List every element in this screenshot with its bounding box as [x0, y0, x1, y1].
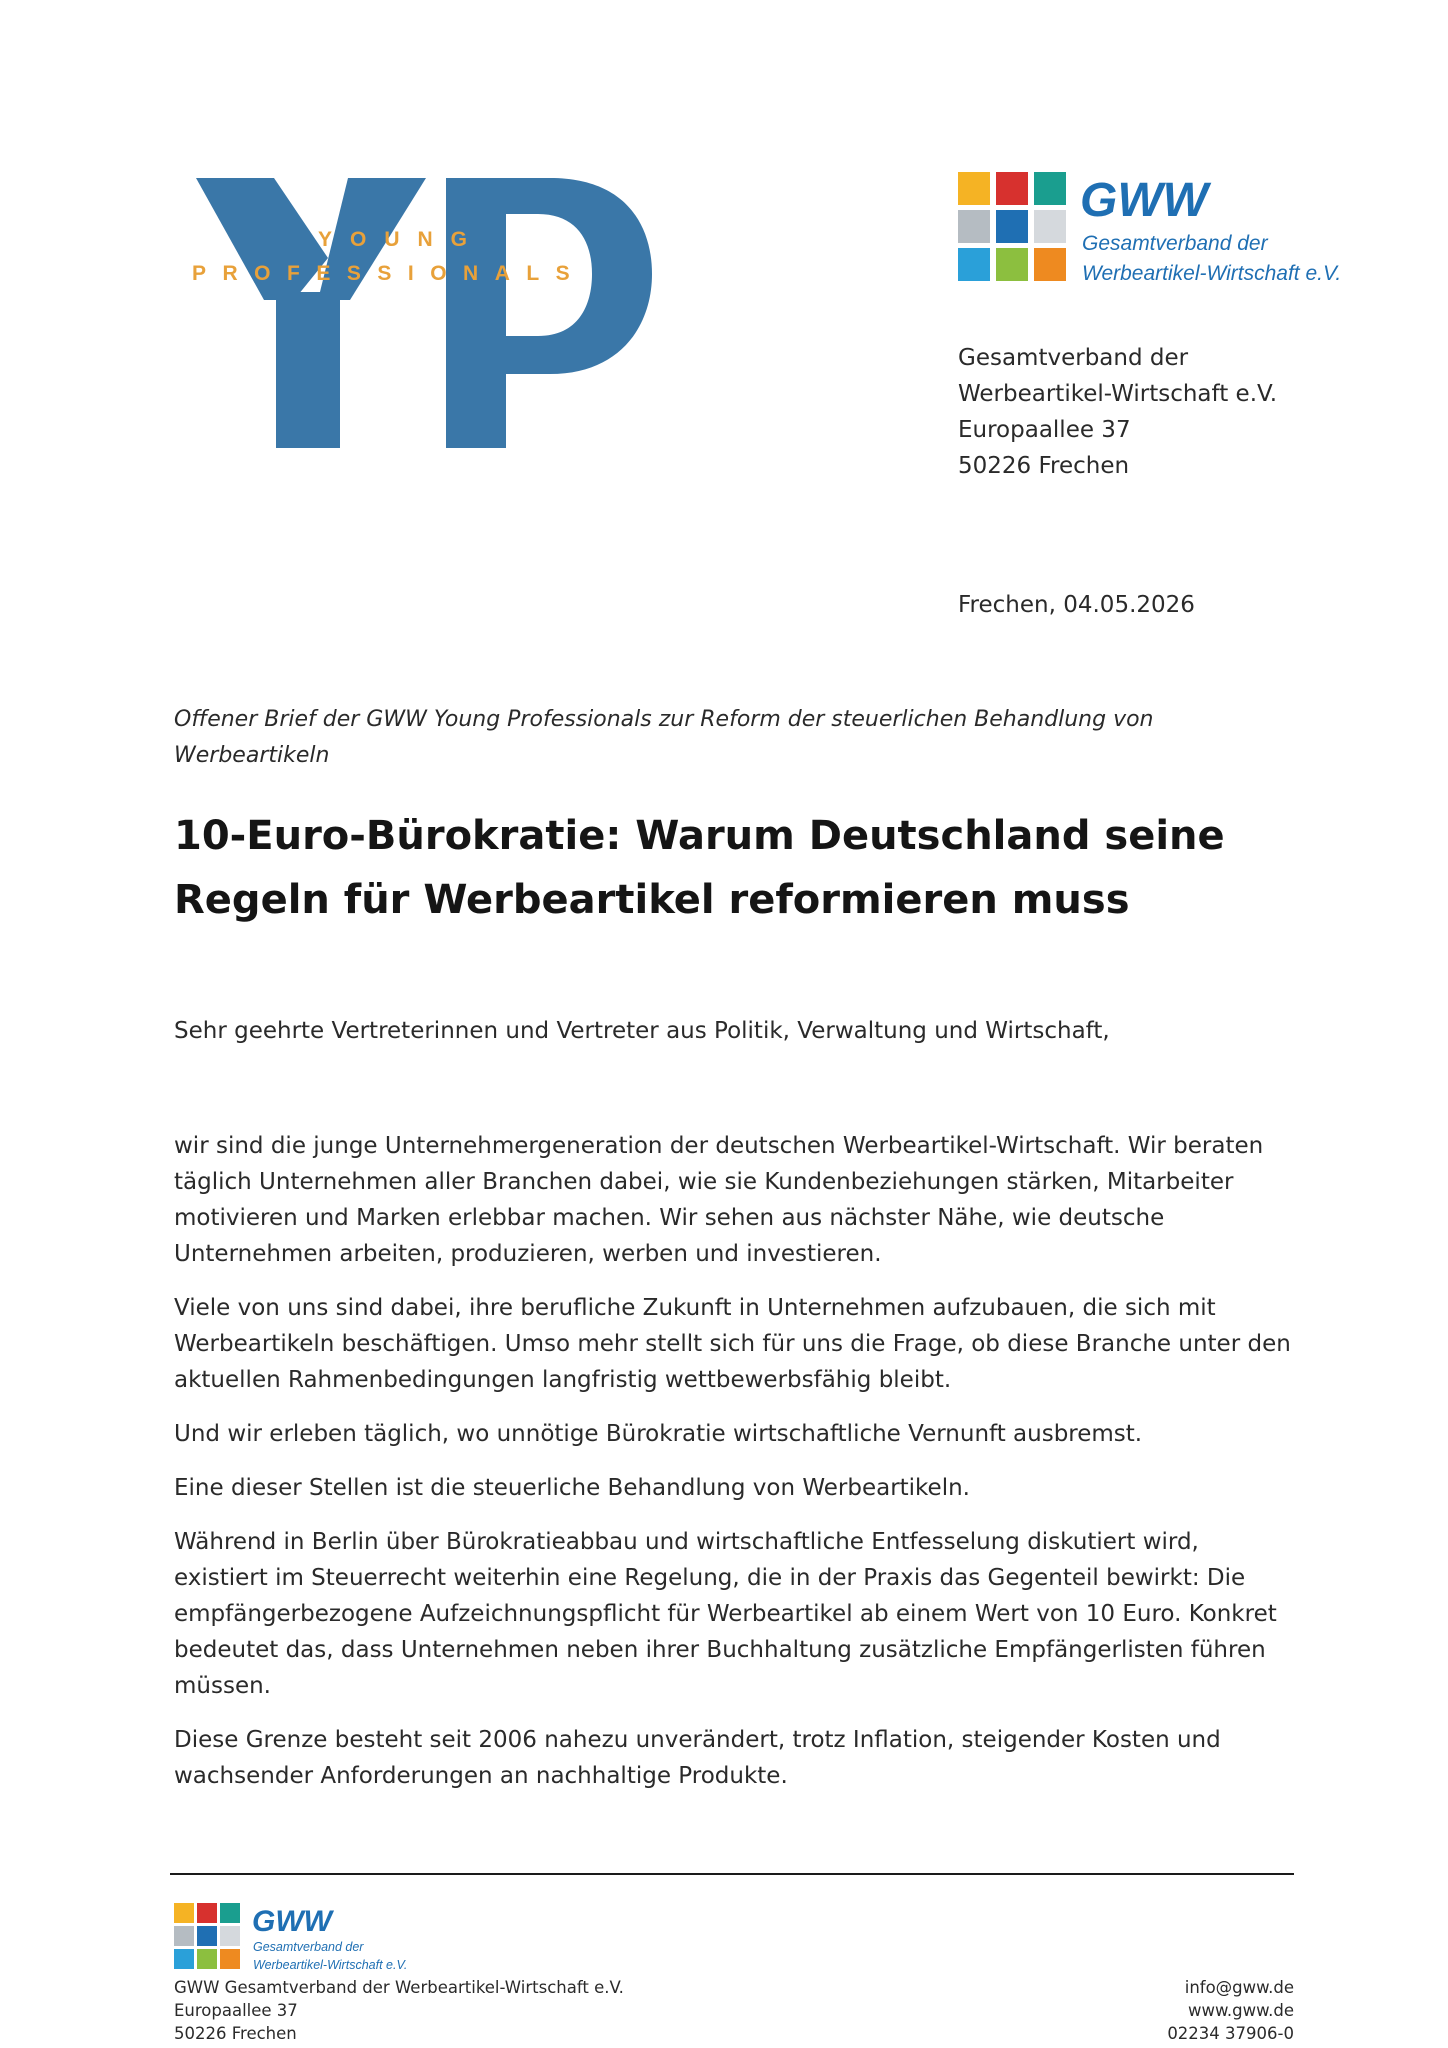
gww-logo: [958, 172, 1358, 288]
gww-footer-logo: [174, 1903, 424, 1973]
body-paragraph: wir sind die junge Unternehmergeneration der deutschen Werbeartikel-Wirtschaft. Wir beraten täglich Unternehmen aller Branchen dabei, wie sie Kundenbeziehungen stärken, Mitarbeiter motivieren und Marken erlebbar machen. Wir sehen aus nächster Nähe, wie deutsche Unternehmen arbeiten, produzieren, werben und investieren.: [174, 1133, 1264, 1267]
letter-body: [174, 1128, 1294, 1812]
sender-line: Gesamtverband der: [958, 345, 1189, 371]
footer-contact: [1130, 1976, 1294, 2045]
body-paragraph: Diese Grenze besteht seit 2006 nahezu unverändert, trotz Inflation, steigender Kosten und wachsender Anforderungen an nachhaltige Produkte.: [174, 1727, 1221, 1789]
body-paragraph: Eine dieser Stellen ist die steuerliche Behandlung von Werbeartikeln.: [174, 1475, 970, 1501]
body-paragraph: Während in Berlin über Bürokratieabbau und wirtschaftliche Entfesselung diskutiert wird, existiert im Steuerrecht weiterhin eine Regelung, die in der Praxis das Gegenteil bewirkt: Die empfängerbezogene Aufzeichnungspflicht für Werbeartikel ab einem Wert von 10 Euro. Konkret bedeutet das, dass Unternehmen neben ihrer Buchhaltung zusätzliche Empfängerlisten führen müssen.: [174, 1529, 1277, 1699]
sender-address: [958, 340, 1277, 484]
gww-logo-acronym: GWW: [1080, 174, 1208, 227]
body-paragraph: Und wir erleben täglich, wo unnötige Bürokratie wirtschaftliche Vernunft ausbremst.: [174, 1421, 1143, 1447]
footer-divider: [170, 1873, 1294, 1875]
footer-phone: 02234 37906-0: [1167, 2024, 1294, 2043]
sender-line: 50226 Frechen: [958, 453, 1130, 479]
sender-line: Europaallee 37: [958, 417, 1131, 443]
young-professionals-logo: [190, 170, 660, 450]
footer-email[interactable]: info@gww.de: [1184, 1978, 1294, 1997]
gww-footer-logo-acronym: GWW: [252, 1905, 332, 1938]
letter-subject: Offener Brief der GWW Young Professionals zur Reform der steuerlichen Behandlung von Werbeartikeln: [174, 707, 1154, 768]
yp-word-professionals: PROFESSIONALS: [192, 262, 587, 285]
letter-headline: 10-Euro-Bürokratie: Warum Deutschland seine Regeln für Werbeartikel reformieren muss: [174, 813, 1225, 923]
gww-logo-name-line1: Gesamtverband der: [1082, 232, 1268, 255]
footer-website[interactable]: www.gww.de: [1187, 2001, 1294, 2020]
gww-footer-logo-name-line1: Gesamtverband der: [253, 1940, 364, 1954]
letter-salutation: Sehr geehrte Vertreterinnen und Vertreter aus Politik, Verwaltung und Wirtschaft,: [174, 1018, 1110, 1044]
gww-footer-logo-tiles: [174, 1903, 240, 1969]
footer-street: Europaallee 37: [174, 2001, 298, 2020]
gww-logo-tiles: [958, 172, 1066, 281]
gww-logo-name-line2: Werbeartikel-Wirtschaft e.V.: [1082, 262, 1342, 285]
footer-city: 50226 Frechen: [174, 2024, 297, 2043]
yp-word-young: YOUNG: [318, 228, 486, 251]
body-paragraph: Viele von uns sind dabei, ihre berufliche Zukunft in Unternehmen aufzubauen, die sich mit Werbeartikeln beschäftigen. Umso mehr stellt sich für uns die Frage, ob diese Branche unter den aktuellen Rahmenbedingungen langfristig wettbewerbsfähig bleibt.: [174, 1295, 1291, 1393]
footer-org: GWW Gesamtverband der Werbeartikel-Wirtschaft e.V.: [174, 1978, 624, 1997]
gww-footer-logo-name-line2: Werbeartikel-Wirtschaft e.V.: [253, 1958, 408, 1972]
letter-date: Frechen, 04.05.2026: [958, 592, 1195, 618]
sender-line: Werbeartikel-Wirtschaft e.V.: [958, 381, 1278, 407]
footer-address: [174, 1976, 624, 2045]
yp-letters: [196, 178, 652, 448]
